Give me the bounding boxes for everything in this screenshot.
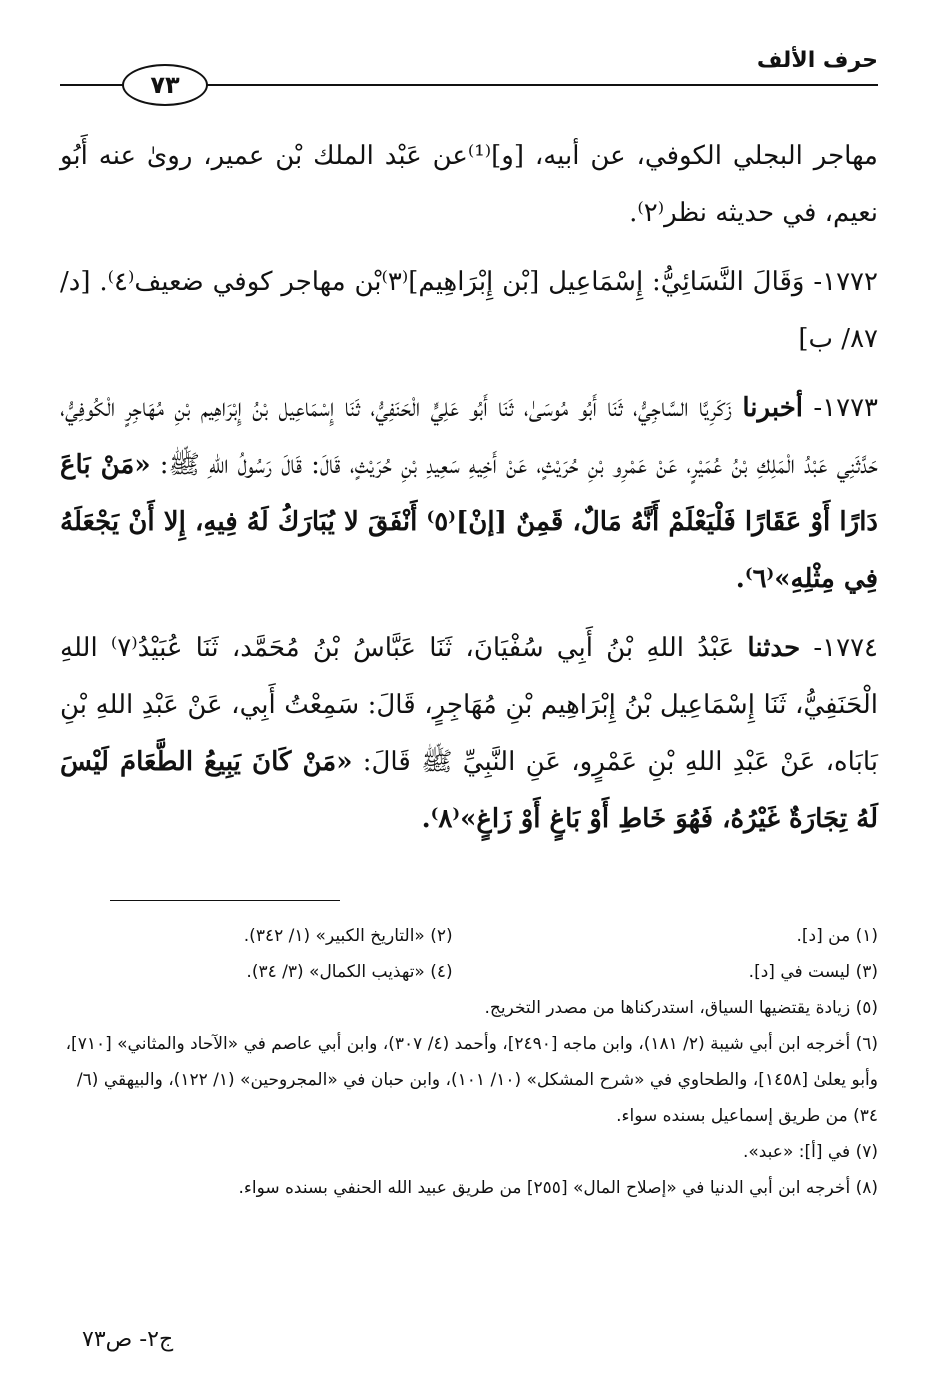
entry-number: ١٧٧٣- bbox=[813, 393, 879, 423]
hadith-text: «مَنْ بَاعَ دَارًا أَوْ عَقَارًا فَلْيَعْلَمْ أَنَّهُ مَالٌ، قَمِنٌ [إنْ]⁽٥⁾ أَنْفَقَ لا يُبَارَكُ لَهُ فِيهِ، إِلا أَنْ يَجْعَلَهُ فِي مِثْلِهِ»⁽٦⁾. bbox=[60, 450, 879, 594]
footnote-8: (٨) أخرجه ابن أبي الدنيا في «إصلاح المال» [٢٥٥] من طريق عبيد الله الحنفي بسنده سواء. bbox=[238, 1178, 878, 1198]
page-header bbox=[60, 38, 878, 108]
footnote-5: (٥) زيادة يقتضيها السياق، استدركناها من مصدر التخريج. bbox=[484, 998, 878, 1018]
entry-lead-word: حدثنا bbox=[747, 633, 801, 663]
entry-chain: عَبْدُ اللهِ بْنُ أَبِي سُفْيَانَ، ثَنَا عَبَّاسُ بْنُ مُحَمَّد، ثَنَا عُبَيْدُ⁽٧⁾ اللهِ الْحَنَفِيُّ، ثَنَا إِسْمَاعِيل بْنُ إِبْرَاهِيم بْنِ مُهَاجِرٍ، قَالَ: سَمِعْتُ أَبِي، عَنْ عَبْدِ اللهِ بْنِ بَابَاه، عَنْ عَبْدِ اللهِ بْنِ عَمْرٍو، عَنِ النَّبِيِّ ﷺ قَالَ: bbox=[60, 633, 878, 777]
paragraph-1772: ١٧٧٢- وَقَالَ النَّسَائِيُّ: إِسْمَاعِيل [بْن إِبْرَاهِيم]⁽٣⁾بْن مهاجر كوفي ضعيف⁽٤⁾. [د/ ٨٧/ ب] bbox=[60, 267, 878, 354]
main-text bbox=[60, 128, 878, 860]
entry-lead-word: أخبرنا bbox=[742, 393, 804, 423]
paragraph-1773 bbox=[60, 380, 878, 608]
footnote-6: (٦) أخرجه ابن أبي شيبة (٢/ ١٨١)، وابن ماجه [٢٤٩٠]، وأحمد (٤/ ٣٠٧)، وابن أبي عاصم في «الآحاد والمثاني» [٧١٠]، وأبو يعلىٰ [١٤٥٨]، والطحاوي في «شرح المشكل» (١٠/ ١٠١)، وابن حبان في «المجروحين» (١/ ١٢٢)، والبيهقي (٦/ ٣٤) من طريق إسماعيل بسنده سواء. bbox=[65, 1034, 878, 1126]
footnote-divider bbox=[110, 900, 340, 901]
page-number: ٧٣ bbox=[122, 64, 208, 106]
paragraph-continuation: مهاجر البجلي الكوفي، عن أبيه، [و]⁽¹⁾عن عَبْد الملك بْن عمير، روىٰ عنه أَبُو نعيم، في حديثه نظر⁽٢⁾. bbox=[60, 141, 878, 228]
footnotes bbox=[60, 918, 878, 1206]
footnote-3: (٣) ليست في [د]. bbox=[748, 962, 878, 982]
footnote-2: (٢) «التاريخ الكبير» (١/ ٣٤٢). bbox=[243, 926, 453, 946]
hadith-text: «مَنْ كَانَ يَبِيعُ الطَّعَامَ لَيْسَ لَهُ تِجَارَةٌ غَيْرُهُ، فَهُوَ خَاطِ أَوْ بَاغٍ أَوْ زَاغٍ»⁽٨⁾. bbox=[60, 747, 878, 834]
volume-page-reference: ج٢- ص٧٣ bbox=[82, 1327, 174, 1352]
entry-chain: زَكَرِيَّا السَّاجِيُّ، ثَنَا أَبُو مُوسَىٰ، ثَنَا أَبُو عَلِيٍّ الْحَنَفِيُّ، ثَنَا إِسْمَاعِيل بْنُ إِبْرَاهِيم بْنِ مُهَاجِرٍ الْكُوفِيُّ، حَدَّثَنِي عَبْدُ الْمَلِكِ بْنُ عُمَيْرٍ، عَنْ عَمْرِو بْنِ حُرَيْثٍ، عَنْ أَخِيهِ سَعِيدِ بْنِ حُرَيْثٍ، قَالَ: قَالَ رَسُولُ اللهِ ﷺ: bbox=[60, 393, 879, 480]
chapter-title: حرف الألف bbox=[756, 48, 878, 73]
footnote-7: (٧) في [أ]: «عبد». bbox=[742, 1142, 878, 1162]
footnote-4: (٤) «تهذيب الكمال» (٣/ ٣٤). bbox=[246, 962, 453, 982]
footnote-1: (١) من [د]. bbox=[796, 926, 878, 946]
entry-number: ١٧٧٤- bbox=[813, 633, 878, 663]
paragraph-1774 bbox=[60, 620, 878, 848]
